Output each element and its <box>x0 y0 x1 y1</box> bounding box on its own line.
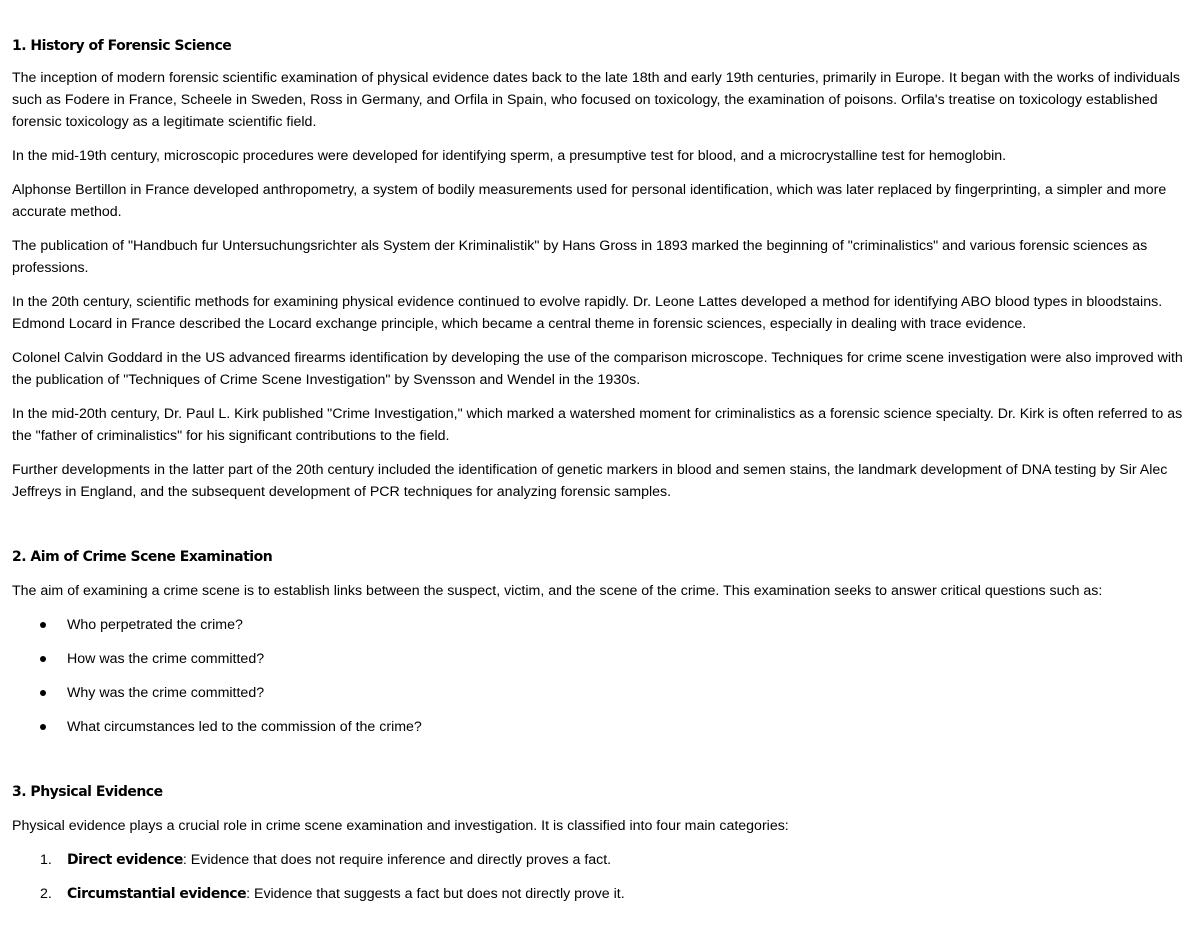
bullet-icon <box>40 656 46 662</box>
question-text: How was the crime committed? <box>67 651 265 667</box>
evidence-definition: : Evidence that suggests a fact but does not directly prove it. <box>246 886 625 902</box>
history-paragraph: The publication of "Handbuch fur Untersuchungsrichter als System der Kriminalistik" by Hans Gross in 1893 marked the beginning of "criminalistics" and various forensic sciences as professions. <box>12 238 1148 276</box>
evidence-term: Direct evidence <box>67 852 183 868</box>
list-number: 2. <box>40 886 52 902</box>
history-paragraph: Colonel Calvin Goddard in the US advanced firearms identification by developing the use of the comparison microscope. Techniques for crime scene investigation were also improved with the publication of "Techniques of Crime Scene Investigation" by Svensson and Wendel in the 1930s. <box>12 350 1183 388</box>
question-text: What circumstances led to the commission of the crime? <box>67 719 422 735</box>
list-item <box>12 883 1188 905</box>
evidence-term: Circumstantial evidence <box>67 886 247 902</box>
evidence-categories-list <box>12 849 1188 905</box>
bullet-icon <box>40 690 46 696</box>
list-item <box>12 849 1188 871</box>
history-paragraph: Further developments in the latter part of the 20th century included the identification of genetic markers in blood and semen stains, the landmark development of DNA testing by Sir Alec Jeffreys in England, and the subsequent development of PCR techniques for analyzing forensic samples. <box>12 462 1168 500</box>
aim-intro: The aim of examining a crime scene is to establish links between the suspect, victim, and the scene of the crime. This examination seeks to answer critical questions such as: <box>12 583 1103 599</box>
question-text: Why was the crime committed? <box>67 685 265 701</box>
section-heading-aim: 2. Aim of Crime Scene Examination <box>12 549 273 565</box>
questions-list <box>12 614 1188 738</box>
bullet-icon <box>40 622 46 628</box>
section-heading-physical-evidence: 3. Physical Evidence <box>12 784 163 800</box>
list-item <box>12 614 1188 636</box>
physical-evidence-intro: Physical evidence plays a crucial role in crime scene examination and investigation. It is classified into four main categories: <box>12 818 789 834</box>
list-item <box>12 648 1188 670</box>
evidence-definition: : Evidence that does not require inference and directly proves a fact. <box>182 852 612 868</box>
history-paragraph: In the mid-19th century, microscopic procedures were developed for identifying sperm, a presumptive test for blood, and a microcrystalline test for hemoglobin. <box>12 148 1007 164</box>
question-text: Who perpetrated the crime? <box>67 617 243 633</box>
history-paragraph: The inception of modern forensic scientific examination of physical evidence dates back to the late 18th and early 19th centuries, primarily in Europe. It began with the works of individuals such as Fodere in France, Scheele in Sweden, Ross in Germany, and Orfila in Spain, who focused on toxicology, the examination of poisons. Orfila's treatise on toxicology established forensic toxicology as a legitimate scientific field. <box>12 70 1180 130</box>
list-number: 1. <box>40 852 52 868</box>
list-item <box>12 716 1188 738</box>
history-paragraph: In the mid-20th century, Dr. Paul L. Kirk published "Crime Investigation," which marked a watershed moment for criminalistics as a forensic science specialty. Dr. Kirk is often referred to as the "father of criminalistics" for his significant contributions to the field. <box>12 406 1183 444</box>
history-paragraph: In the 20th century, scientific methods for examining physical evidence continued to evolve rapidly. Dr. Leone Lattes developed a method for identifying ABO blood types in bloodstains. Edmond Locard in France described the Locard exchange principle, which became a central theme in forensic sciences, especially in dealing with trace evidence. <box>12 294 1163 332</box>
history-paragraph: Alphonse Bertillon in France developed anthropometry, a system of bodily measurements used for personal identification, which was later replaced by fingerprinting, a simpler and more accurate method. <box>12 182 1167 220</box>
section-heading-history: 1. History of Forensic Science <box>12 38 232 54</box>
list-item <box>12 682 1188 704</box>
bullet-icon <box>40 724 46 730</box>
